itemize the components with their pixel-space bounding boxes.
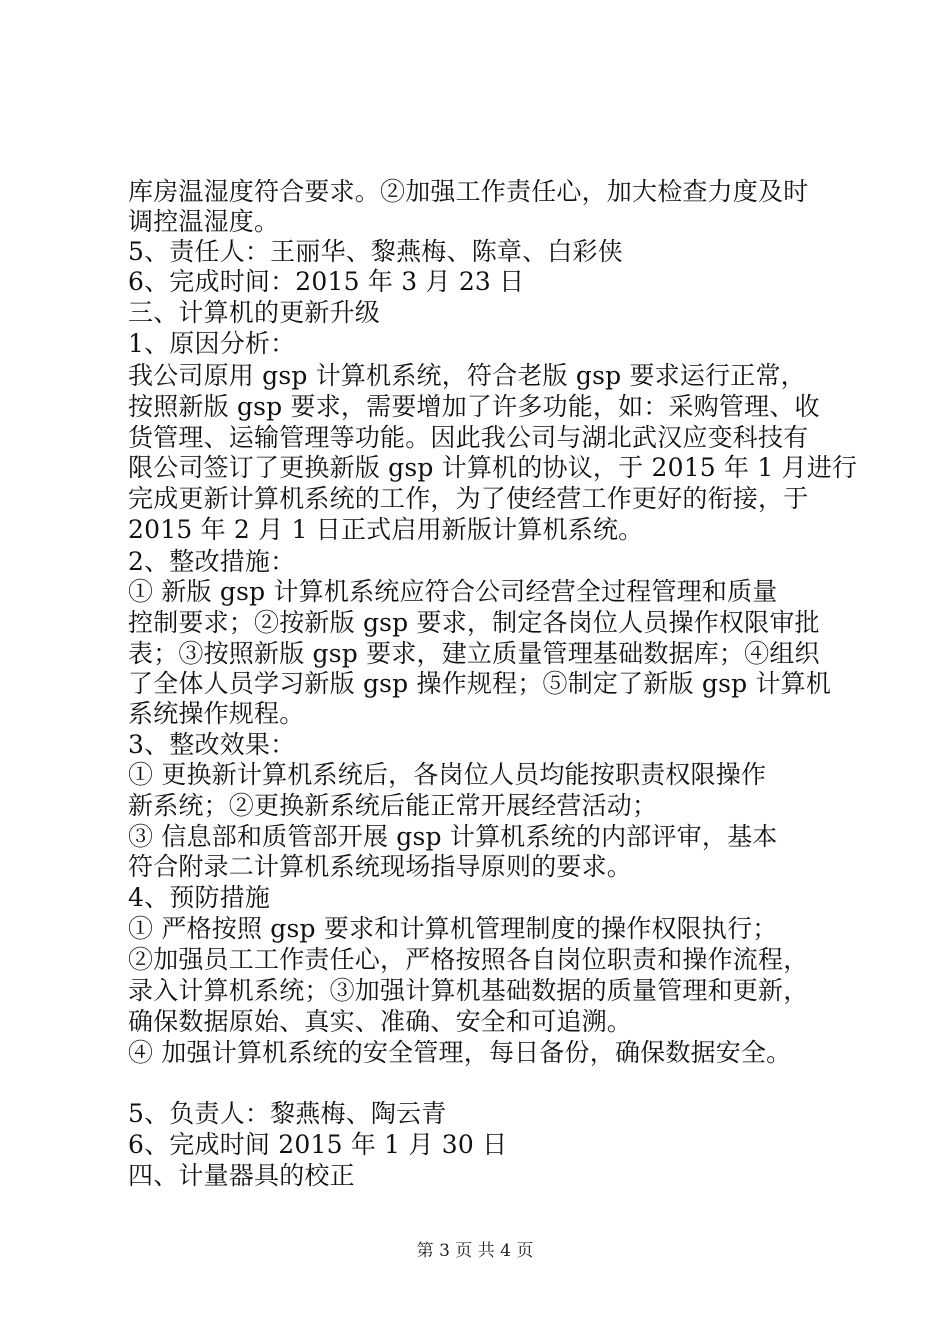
text-line: 调控温湿度。 bbox=[128, 207, 280, 236]
text-line: 录入计算机系统；③加强计算机基础数据的质量管理和更新， bbox=[128, 976, 809, 1005]
text-line: 新系统；②更换新系统后能正常开展经营活动； bbox=[128, 791, 658, 820]
text-line: 3、整改效果： bbox=[128, 730, 296, 759]
text-line: 系统操作规程。 bbox=[128, 699, 305, 728]
text-line: 2015 年 2 月 1 日正式启用新版计算机系统。 bbox=[128, 515, 644, 544]
section-heading: 四、计量器具的校正 bbox=[128, 1161, 355, 1190]
text-line: 6、完成时间 2015 年 1 月 30 日 bbox=[128, 1130, 508, 1159]
section-heading: 三、计算机的更新升级 bbox=[128, 298, 381, 327]
text-line: ③ 信息部和质管部开展 gsp 计算机系统的内部评审，基本 bbox=[128, 822, 778, 851]
text-line: 表；③按照新版 gsp 要求，建立质量管理基础数据库；④组织 bbox=[128, 639, 820, 668]
text-line: 库房温湿度符合要求。②加强工作责任心，加大检查力度及时 bbox=[128, 177, 809, 206]
text-line: 我公司原用 gsp 计算机系统，符合老版 gsp 要求运行正常， bbox=[128, 361, 806, 390]
text-line: 按照新版 gsp 要求，需要增加了许多功能，如：采购管理、收 bbox=[128, 392, 820, 421]
text-line: ④ 加强计算机系统的安全管理，每日备份，确保数据安全。 bbox=[128, 1038, 792, 1067]
text-line: 确保数据原始、真实、准确、安全和可追溯。 bbox=[128, 1007, 633, 1036]
text-line: 5、负责人：黎燕梅、陶云青 bbox=[128, 1099, 447, 1128]
text-line: ① 更换新计算机系统后，各岗位人员均能按职责权限操作 bbox=[128, 760, 767, 789]
text-line: 了全体人员学习新版 gsp 操作规程；⑤制定了新版 gsp 计算机 bbox=[128, 669, 832, 698]
text-line: 符合附录二计算机系统现场指导原则的要求。 bbox=[128, 852, 633, 881]
text-line: ②加强员工工作责任心，严格按照各自岗位职责和操作流程， bbox=[128, 945, 809, 974]
text-line: 2、整改措施： bbox=[128, 547, 296, 576]
text-line: 6、完成时间：2015 年 3 月 23 日 bbox=[128, 267, 525, 296]
text-line: 限公司签订了更换新版 gsp 计算机的协议，于 2015 年 1 月进行 bbox=[128, 453, 858, 482]
page-footer: 第 3 页 共 4 页 bbox=[416, 1241, 534, 1261]
text-line: 控制要求；②按新版 gsp 要求，制定各岗位人员操作权限审批 bbox=[128, 608, 820, 637]
text-line: 4、预防措施 bbox=[128, 883, 271, 912]
text-line: 1、原因分析： bbox=[128, 329, 296, 358]
text-line: 5、责任人：王丽华、黎燕梅、陈章、白彩侠 bbox=[128, 237, 623, 266]
text-line: 货管理、运输管理等功能。因此我公司与湖北武汉应变科技有 bbox=[128, 423, 809, 452]
text-line: ① 严格按照 gsp 要求和计算机管理制度的操作权限执行； bbox=[128, 914, 778, 943]
text-line: 完成更新计算机系统的工作，为了使经营工作更好的衔接，于 bbox=[128, 484, 809, 513]
text-line: ① 新版 gsp 计算机系统应符合公司经营全过程管理和质量 bbox=[128, 577, 778, 606]
